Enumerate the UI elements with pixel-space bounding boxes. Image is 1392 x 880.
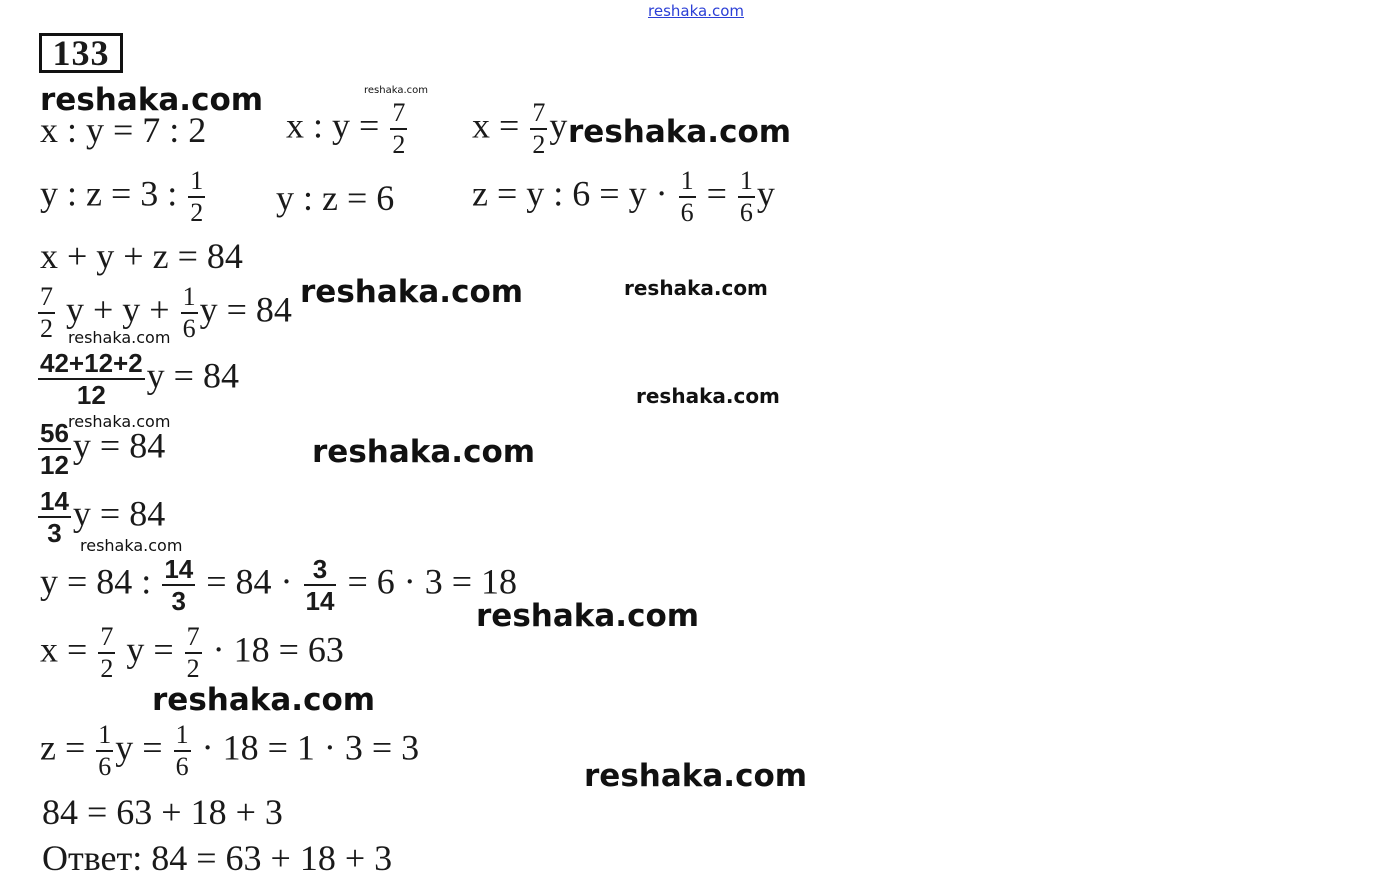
watermark: reshaka.com [152,682,376,718]
watermark: reshaka.com [636,384,780,408]
watermark: reshaka.com [584,758,808,794]
equation-substituted: $\frac{7}{2}$ y + y + $\frac{1}{6}$ y = 84 [40,282,292,343]
answer-line: Ответ: 84 = 63 + 18 + 3 [42,838,393,878]
watermark: reshaka.com [300,274,524,310]
equation-check: 84 = 63 + 18 + 3 [42,792,283,832]
equation-ratio-yz: y : z = 3 : $\frac{1}{2}$ [40,166,204,227]
equation-common-denominator: $\frac{42+12+2}{12}$ y = 84 [40,348,239,410]
watermark: reshaka.com [476,598,700,634]
equation-ratio-yz-simplified: y : z = 6 [276,178,395,218]
watermark: reshaka.com [568,114,792,150]
equation-x-solution: x = $\frac{7}{2}$ y = $\frac{7}{2}$ · 18 = 63 [40,622,344,683]
equation-fraction-14-3: $\frac{14}{3}$ y = 84 [40,486,166,548]
equation-y-solution: y = 84 : $\frac{14}{3}$ = 84 · $\frac{3}{14}$ = 6 · 3 = 18 [40,554,518,616]
watermark: reshaka.com [68,412,171,431]
watermark: reshaka.com [624,276,768,300]
equation-z-solution: z = $\frac{1}{6}$ y = $\frac{1}{6}$ · 18 = 1 · 3 = 3 [40,720,420,781]
equation-ratio-xy: x : y = 7 : 2 [40,110,207,150]
equation-x-expressed: x = $\frac{7}{2}$ y [472,98,568,159]
watermark: reshaka.com [68,328,171,347]
watermark: reshaka.com [364,85,428,96]
equation-z-expressed: z = y : 6 = y · $\frac{1}{6}$ = $\frac{1}{6}$ y [472,166,775,227]
watermark: reshaka.com [80,536,183,555]
equation-fraction-56-12: $\frac{56}{12}$ y = 84 [40,418,166,480]
equation-sum: x + y + z = 84 [40,236,243,276]
header-site-link[interactable]: reshaka.com [648,2,744,20]
watermark: reshaka.com [312,434,536,470]
problem-number-box: 133 [39,33,123,73]
watermark: reshaka.com [40,82,264,118]
equation-ratio-xy-fraction: x : y = $\frac{7}{2}$ [286,98,406,159]
